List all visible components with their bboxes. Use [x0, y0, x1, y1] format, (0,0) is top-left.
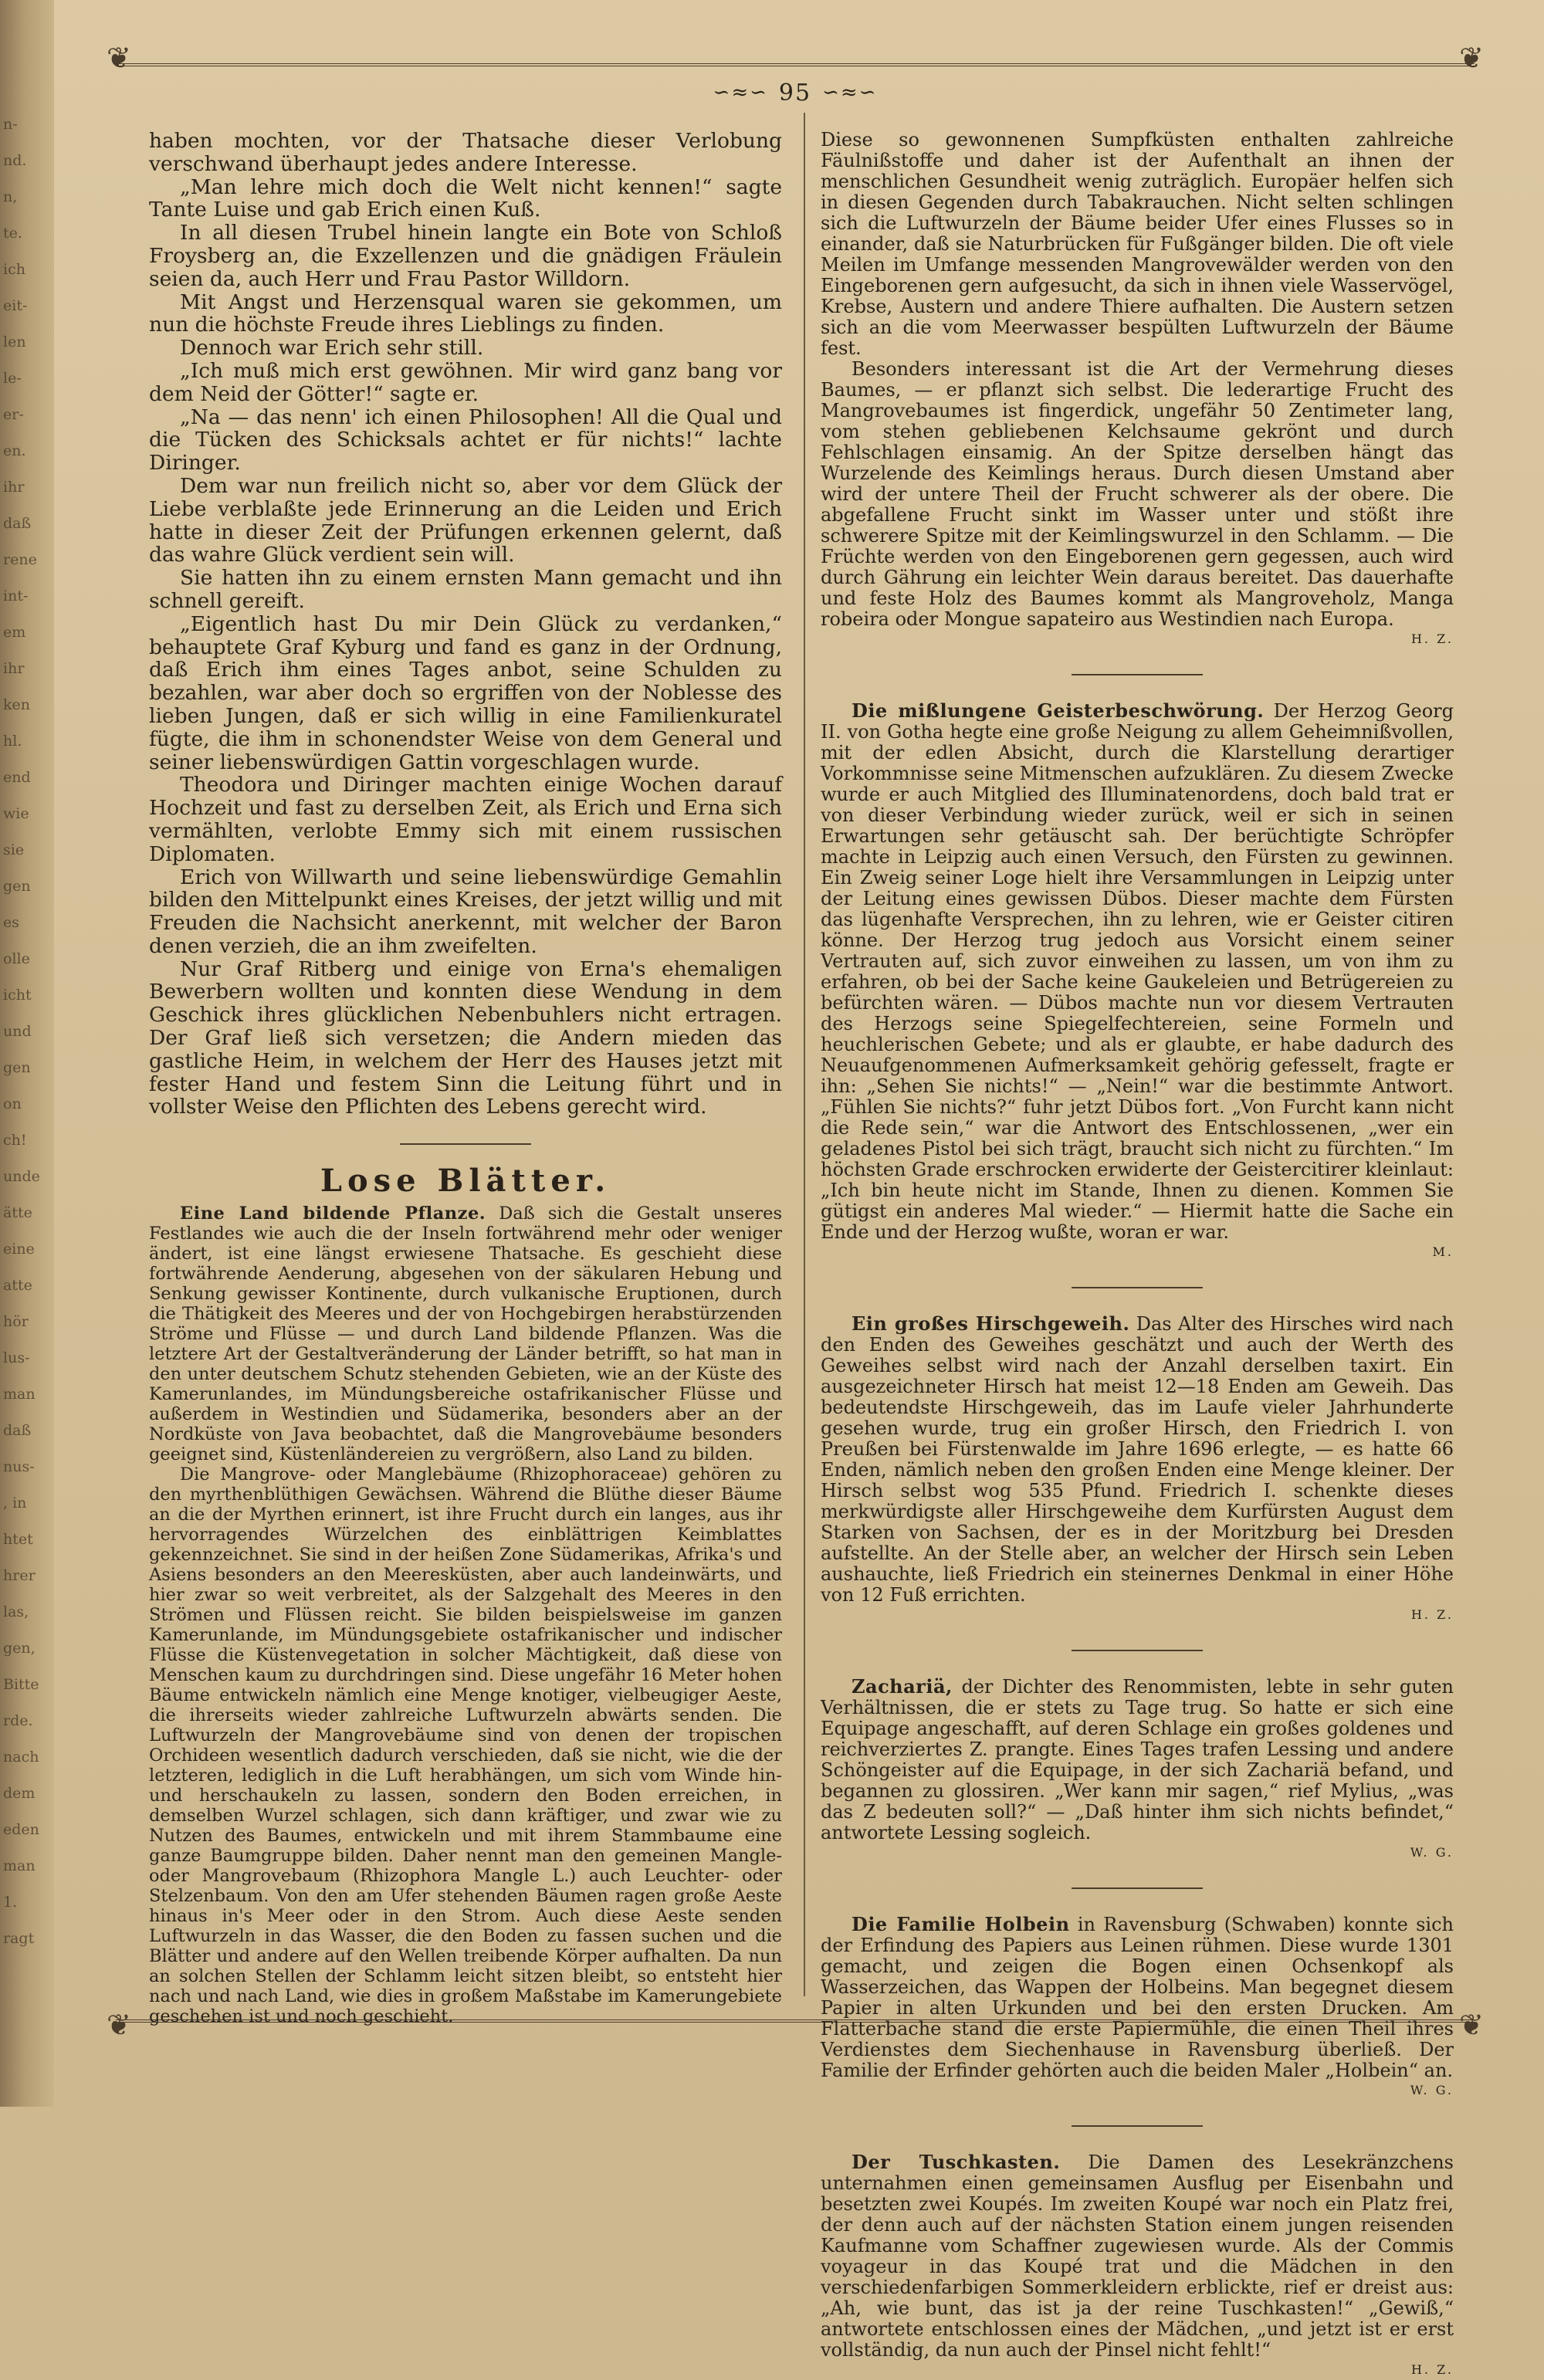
article-text: Der Herzog Georg II. von Gotha hegte eine große Neigung zu allem Geheimnißvollen, mit der edlen Absicht, durch die Klarstellung derartiger Vorkommnisse seine Mitmenschen aufzuklären. Zu diesem Zwecke wurde er auch Mitglied des Illuminatenordens, doch bald trat er von dieser Verbindung wieder zurück, weil er sich in seinen Erwartungen sehr getäuscht sah. Der berüchtigte Schröpfer machte in Leipzig auch einen Versuch, den Fürsten zu gewinnen. Ein Zweig seiner Loge hielt ihre Versammlungen in Leipzig unter der Leitung eines gewissen Dübos. Dieser machte dem Fürsten das lügenhafte Versprechen, ihn zu lehren, wie er Geister citiren könne. Der Herzog trug jedoch aus Vorsicht einem seiner Vertrauten auf, sich zuvor einweihen zu lassen, um von ihm zu erfahren, ob bei der Sache keine Gaukeleien und Betrügereien zu befürchten wären. — Dübos machte nun vor diesem Vertrauten des Herzogs seine Spiegelfechtereien, seine Formeln und heuchlerischen Gebete; und als er glaubte, er habe dadurch des Neuaufgenommenen Aufmerksamkeit gehörig gefesselt, fragte er ihn: „Sehen Sie nichts!“ — „Nein!“ war die bestimmte Antwort. „Fühlen Sie nichts?“ fuhr jetzt Dübos fort. „Von Furcht kann nicht die Rede sein,“ war die Antwort des Entschlossenen, „wer ein geladenes Pistol bei sich trägt, braucht sich nicht zu fürchten.“ Im höchsten Grade erschrocken erwiderte der Geistercitirer kleinlaut: „Ich bin heute nicht im Stande, Ihnen zu dienen. Kommen Sie gütigst ein anderes Mal wieder.“ — Hiermit hatte die Sache ein Ende und der Herzog wußte, woran er war. — [821, 700, 1454, 1243]
author-signature: M. — [1432, 1244, 1454, 1259]
article-land-bildende-pflanze — [149, 1204, 782, 2026]
article-rule — [1072, 674, 1203, 675]
previous-page-edge — [0, 0, 54, 2107]
novel-paragraph: Sie hatten ihn zu einem ernsten Mann gemacht und ihn schnell gereift. — [149, 566, 782, 613]
novel-paragraph: Dennoch war Erich sehr still. — [180, 336, 484, 361]
article-title: Eine Land bildende Pflanze. — [180, 1204, 486, 1224]
margin-fragment: icht — [3, 987, 32, 1004]
header-ornament-right: ∽≈∽ — [822, 81, 878, 104]
column-divider — [804, 113, 805, 1996]
section-heading: Lose Blätter. — [320, 1163, 611, 1200]
left-column — [149, 130, 782, 2026]
margin-fragment: las, — [3, 1603, 29, 1620]
article-text: in Ravensburg (Schwaben) konnte sich der Erfindung des Papiers aus Leinen rühmen. Diese wurde 1301 gemacht, und zeigen die Bogen einen Ochsenkopf als Wasserzeichen, das Wappen der Holbeins. Man begegnet diesem Papier in alten Urkunden und bei den ersten Drucken. Am Flatterbache stand die erste Papiermühle, die einen Theil ihres Verdienstes dem Siechenhause in Ravensburg überließ. Der Familie der Erfinder gehörten auch die beiden Maler „Holbein“ an. — [821, 1914, 1454, 2081]
margin-fragment: rde. — [3, 1712, 33, 1729]
novel-paragraph: Mit Angst und Herzensqual waren sie gekommen, um nun die höchste Freude ihres Lieblings zu finden. — [149, 289, 782, 337]
novel-paragraph: In all diesen Trubel hinein langte ein Bote von Schloß Froysberg an, die Exzellenzen und die gnädigen Fräulein seien da, auch Herr und Frau Pastor Willdorn. — [149, 221, 782, 291]
corner-ornament-bottom-left: ❦ — [107, 2008, 131, 2042]
novel-ending — [149, 130, 782, 1119]
margin-fragment: man — [3, 1857, 36, 1874]
margin-fragment: hör — [3, 1313, 29, 1330]
short-articles — [821, 674, 1454, 2380]
article-text: der Dichter des Renommisten, lebte in sehr guten Verhältnissen, die er stets zu Tage trug. So hatte er sich eine Equipage angeschafft, auf deren Schlage ein großes goldenes und reichverziertes Z. prangte. Eines Tages trafen Lessing und andere Schöngeister auf die Equipage, in der sich Zachariä befand, und begannen zu glossiren. „Wer kann mir sagen,“ rief Mylius, „was das Z bedeuten soll?“ — „Daß hinter ihm sich nichts befindet,“ antwortete Lessing sogleich. — [821, 1676, 1454, 1843]
short-article — [821, 2151, 1454, 2380]
margin-fragment: ätte — [3, 1204, 32, 1221]
article-paragraph — [821, 1914, 1454, 2081]
article-text: Diese so gewonnenen Sumpfküsten enthalten zahlreiche Fäulnißstoffe und daher ist der Aufenthalt an ihnen der menschlichen Gesundheit wenig zuträglich. Europäer helfen sich in diesen Gegenden durch Tabakrauchen. Nicht selten schlingen sich die Luftwurzeln der Bäume beider Ufer eines Flusses so in einander, daß sie Naturbrücken für Fußgänger bilden. Die oft viele Meilen im Umfange messenden Mangrovewälder werden von den Eingeborenen gern aufgesucht, da sich in ihnen viele Wasservögel, Krebse, Austern und andere Thiere aufhalten. Die Austern setzen sich an die vom Meerwasser bespülten Luftwurzeln der Bäume fest. — [821, 129, 1454, 359]
margin-fragment: daß — [3, 1422, 32, 1439]
margin-fragment: er- — [3, 406, 24, 423]
margin-fragment: ch! — [3, 1132, 27, 1149]
article-text: Die Mangrove- oder Manglebäume (Rhizophoraceae) gehören zu den myrthenblüthigen Gewächsen. Während die Blüthe dieser Bäume an die der Myrthen erinnert, ist ihre Frucht durch ein langes, aus ihr hervorragendes Würzelchen des einblättrigen Keimblattes gekennzeichnet. Sie sind in der heißen Zone Südamerikas, Afrika's und Asiens besonders an den Meeresküsten, aber auch landeinwärts, und hier zwar so weit verbreitet, als der Salzgehalt des Meeres in den Strömen und Flüssen reicht. Sie bilden beispielsweise im ganzen Kamerunlande, im Mündungsgebiete ostafrikanischer und indischer Flüsse die Küstenvegetation in solcher Mächtigkeit, daß diese von Menschen kaum zu durchdringen sind. Diese ungefähr 16 Meter hohen Bäume entwickeln nämlich eine Menge knotiger, vielbeugiger Aeste, die ihrerseits wieder zahlreiche Luftwurzeln abwärts senden. Die Luftwurzeln der Mangrovebäume sind von denen der tropischen Orchideen wesentlich dadurch verschieden, daß sie nicht, wie die der letzteren, lediglich in die Luft herabhängen, um sich vom Winde hin- und herschaukeln zu lassen, sondern den Boden erreichen, in demselben Wurzel schlagen, sich dann kräftiger, und zwar wie zu Nutzen des Baumes, entwickeln und mit ihrem Stammbaume eine ganze Baumgruppe bilden. Daher nennt man den gemeinen Mangle- oder Mangrovebaum (Rhizophora Mangle L.) auch Leuchter- oder Stelzenbaum. Von den am Ufer stehenden Bäumen ragen große Aeste hinaus in's Meer oder in den Strom. Auch diese Aeste senden Luftwurzeln in das Wasser, die den Boden zu fassen suchen und die Blätter und andere auf den Wellen treibende Körper aufhalten. Da nun an solchen Stellen der Schlamm leicht sitzen bleibt, so entsteht hier nach und nach Land, wie dies in großem Maßstabe im Kamerungebiete geschehen ist und noch geschieht. — [149, 1464, 782, 2027]
margin-fragment: gen — [3, 878, 31, 895]
author-signature: H. Z. — [1410, 1607, 1454, 1622]
article-paragraph — [821, 700, 1454, 1243]
margin-fragment: n, — [3, 188, 18, 205]
short-article — [821, 1914, 1454, 2101]
right-column — [821, 130, 1454, 2380]
margin-fragment: daß — [3, 515, 32, 532]
margin-fragment: eit- — [3, 297, 28, 314]
margin-fragment: eine — [3, 1241, 35, 1258]
margin-fragment: le- — [3, 370, 22, 387]
article-text: Das Alter des Hirsches wird nach den Enden des Geweihes geschätzt und auch der Werth des Geweihes selbst wird nach der Anzahl derselben taxirt. Ein ausgezeichneter Hirsch hat meist 12—18 Enden am Geweih. Das bedeutendste Hirschgeweih, das im Laufe vieler Jahrhunderte gesehen wurde, trug ein großer Hirsch, den Friedrich I. von Preußen bei Fürstenwalde im Jahre 1696 erlegte, — es hatte 66 Enden, nämlich neben den großen Enden eine Menge kleiner. Der Hirsch selbst wog 535 Pfund. Friedrich I. schenkte dieses merkwürdigste aller Hirschgeweihe dem Kurfürsten August dem Starken von Sachsen, der es in der Moritzburg bei Dresden aufstellte. An der Stelle aber, an welcher der Hirsch sein Leben aushauchte, ließ Friedrich ein steinernes Denkmal in einer Höhe von 12 Fuß errichten. — [821, 1313, 1454, 1606]
margin-fragment: es — [3, 914, 19, 931]
margin-fragment: ihr — [3, 660, 25, 677]
corner-ornament-top-left: ❦ — [107, 41, 131, 75]
article-title: Zachariä, — [852, 1675, 953, 1698]
short-article — [821, 1676, 1454, 1863]
article-title: Die Familie Holbein — [852, 1913, 1070, 1935]
article-paragraph — [821, 1676, 1454, 1843]
article-title: Ein großes Hirschgeweih. — [852, 1312, 1130, 1335]
margin-fragment: ich — [3, 261, 25, 278]
article-rule — [1072, 2125, 1203, 2127]
novel-paragraph: Erich von Willwarth und seine liebenswürdige Gemahlin bilden den Mittelpunkt eines Kreises, der jetzt willig und mit Freuden die Nachsicht anerkennt, mit welcher der Baron denen verzieh, die an ihm zweifelten. — [149, 865, 782, 958]
margin-fragment: ihr — [3, 479, 25, 496]
margin-fragment: hrer — [3, 1567, 36, 1584]
margin-fragment: wie — [3, 805, 29, 822]
margin-fragment: eden — [3, 1821, 39, 1838]
margin-fragment: Bitte — [3, 1676, 39, 1693]
margin-fragment: nus- — [3, 1458, 35, 1475]
margin-fragment: unde — [3, 1168, 40, 1185]
author-signature: H. Z. — [1410, 2362, 1454, 2377]
margin-fragment: ken — [3, 696, 30, 713]
newspaper-page — [54, 0, 1544, 2377]
article-rule — [1072, 1287, 1203, 1288]
margin-fragment: 1. — [3, 1894, 18, 1911]
novel-paragraph: haben mochten, vor der Thatsache dieser Verlobung verschwand überhaupt jedes andere Interesse. — [149, 129, 782, 176]
author-signature: H. Z. — [1410, 631, 1454, 646]
margin-fragment: nd. — [3, 152, 27, 169]
corner-ornament-top-right: ❦ — [1459, 41, 1484, 75]
margin-fragment: en. — [3, 442, 26, 459]
margin-fragment: te. — [3, 225, 22, 242]
margin-fragment: und — [3, 1023, 32, 1040]
margin-fragment: nach — [3, 1749, 39, 1766]
margin-fragment: atte — [3, 1277, 32, 1294]
margin-fragment: , in — [3, 1495, 27, 1512]
novel-paragraph: Dem war nun freilich nicht so, aber vor dem Glück der Liebe verblaßte jede Erinnerung an die Leiden und Erich hatte in dieser Zeit der Prüfungen erkennen gelernt, daß das wahre Glück verdient sein will. — [149, 473, 782, 567]
article-rule — [1072, 1650, 1203, 1651]
page-number: 95 — [778, 79, 812, 107]
margin-fragment: end — [3, 769, 31, 786]
margin-fragment: ragt — [3, 1930, 35, 1947]
author-signature: W. G. — [1410, 2083, 1454, 2097]
article-title: Der Tuschkasten. — [852, 2151, 1061, 2173]
margin-fragment: olle — [3, 950, 30, 967]
novel-paragraph: Theodora und Diringer machten einige Wochen darauf Hochzeit und fast zu derselben Zeit, als Erich und Erna sich vermählten, verlobte Emmy sich mit einem russischen Diplomaten. — [149, 773, 782, 866]
margin-fragment: em — [3, 624, 26, 641]
article-text: Besonders interessant ist die Art der Vermehrung dieses Baumes, — er pflanzt sich selbst. Die lederartige Frucht des Mangrovebaumes ist fingerdick, ungefähr 50 Zentimeter lang, vom stehen gebliebenen Kelchsaume gekrönt und durch Fehlschlagen einsamig. An der Spitze derselben hängt das Wurzelende des Keimlings heraus. Durch diesen Umstand aber wird der untere Theil der Frucht schwerer als der obere. Die abgefallene Frucht sinkt im Wasser unter und stößt ihre schwerere Spitze mit der Keimlingswurzel in den Schlamm. — Die Früchte werden von den Eingeborenen gern gegessen, auch wird durch Gährung ein leichter Wein daraus bereitet. Das dauerhafte und feste Holz des Baumes kommt als Mangroveholz, Manga robeira oder Mongue sapateiro aus Westindien nach Europa. — [821, 358, 1454, 630]
novel-paragraph: Nur Graf Ritberg und einige von Erna's ehemaligen Bewerbern wollten und konnten diese Wendung in dem Geschick ihres glücklichen Nebenbuhlers nicht ertragen. Der Graf ließ sich versetzen; die Andern mieden das gastliche Heim, in welchem der Herr des Hauses jetzt mit fester Hand und festem Sinn die Leitung führt und in vollster Weise den Pflichten des Lebens gerecht wird. — [149, 956, 782, 1119]
novel-paragraph: „Na — das nenn' ich einen Philosophen! All die Qual und die Tücken des Schicksals achtet er für nichts!“ lachte Diringer. — [149, 405, 782, 476]
margin-fragment: htet — [3, 1531, 33, 1548]
novel-paragraph: „Man lehre mich doch die Welt nicht kennen!“ sagte Tante Luise und gab Erich einen Kuß. — [149, 174, 782, 222]
novel-paragraph: „Eigentlich hast Du mir Dein Glück zu verdanken,“ behauptete Graf Kyburg und fand es ganz in der Ordnung, daß Erich ihm eines Tages anbot, seine Schulden zu bezahlen, war aber doch so ergriffen von der Noblesse des lieben Jungen, daß er sich willig in eine Familienkuratel fügte, die ihm in schonendster Weise von dem General und seiner liebenswürdigen Gattin vorgeschlagen wurde. — [149, 611, 782, 774]
short-article — [821, 1313, 1454, 1625]
corner-ornament-bottom-right: ❦ — [1459, 2008, 1484, 2042]
margin-fragment: int- — [3, 587, 29, 604]
margin-fragment: rene — [3, 551, 37, 568]
article-paragraph — [821, 1313, 1454, 1606]
margin-fragment: len — [3, 333, 26, 350]
article-text: Daß sich die Gestalt unseres Festlandes wie auch die der Inseln fortwährend mehr oder weniger ändert, ist eine längst erwiesene Thatsache. Es geschieht diese fortwährende Aenderung, abgesehen von der säkularen Hebung und Senkung gewisser Kontinente, durch vulkanische Eruptionen, durch die Thätigkeit des Meeres und der von Hochgebirgen herabstürzenden Ströme und Flüsse — und durch Land bildende Pflanzen. Was die letztere Art der Gestaltveränderung der Länder betrifft, so hat man in den unter deutschem Schutz stehenden Gebieten, wie an der Küste des Kamerunlandes, im Mündungsbereiche ostafrikanischer Flüsse und außerdem in Westindien und Südamerika, besonders aber an der Nordküste von Java beobachtet, daß die Mangrovebäume besonders geeignet sind, Küstenländereien zu vergrößern, also Land zu bilden. — [149, 1204, 782, 1465]
article-title: Die mißlungene Geisterbeschwörung. — [852, 699, 1265, 722]
margin-fragment: sie — [3, 841, 25, 858]
margin-fragment: hl. — [3, 733, 22, 750]
article-paragraph — [821, 2151, 1454, 2361]
margin-fragment: gen, — [3, 1640, 36, 1657]
margin-fragment: lus- — [3, 1349, 30, 1366]
page-frame — [107, 41, 1484, 2377]
article-text: Die Damen des Lesekränzchens unternahmen einen gemeinsamen Ausflug per Eisenbahn und besetzten zwei Koupés. Im zweiten Koupé war noch ein Platz frei, der denn auch auf der nächsten Station einem jungen reisenden Kaufmanne vom Schaffner zugewiesen wurde. Als der Commis voyageur in das Koupé trat und die Mädchen in den verschiedenfarbigen Sommerkleidern erblickte, rief er dreist aus: „Ah, wie bunt, das ist ja der reine Tuschkasten!“ „Gewiß,“ antwortete entschlossen eines der Mädchen, „und jetzt ist er erst vollständig, da nun auch der Pinsel nicht fehlt!“ — [821, 2151, 1454, 2361]
margin-fragment: on — [3, 1095, 22, 1112]
novel-paragraph: „Ich muß mich erst gewöhnen. Mir wird ganz bang vor dem Neid der Götter!“ sagte er. — [149, 358, 782, 406]
section-rule — [400, 1143, 531, 1145]
margin-fragment: dem — [3, 1785, 36, 1802]
margin-fragment: n- — [3, 116, 18, 133]
margin-fragment: gen — [3, 1059, 31, 1076]
short-article — [821, 700, 1454, 1262]
header-ornament-left: ∽≈∽ — [713, 81, 768, 104]
article-rule — [1072, 1887, 1203, 1889]
article-land-continued — [821, 130, 1454, 649]
page-header — [116, 77, 1475, 108]
author-signature: W. G. — [1410, 1845, 1454, 1860]
margin-fragment: man — [3, 1386, 36, 1403]
